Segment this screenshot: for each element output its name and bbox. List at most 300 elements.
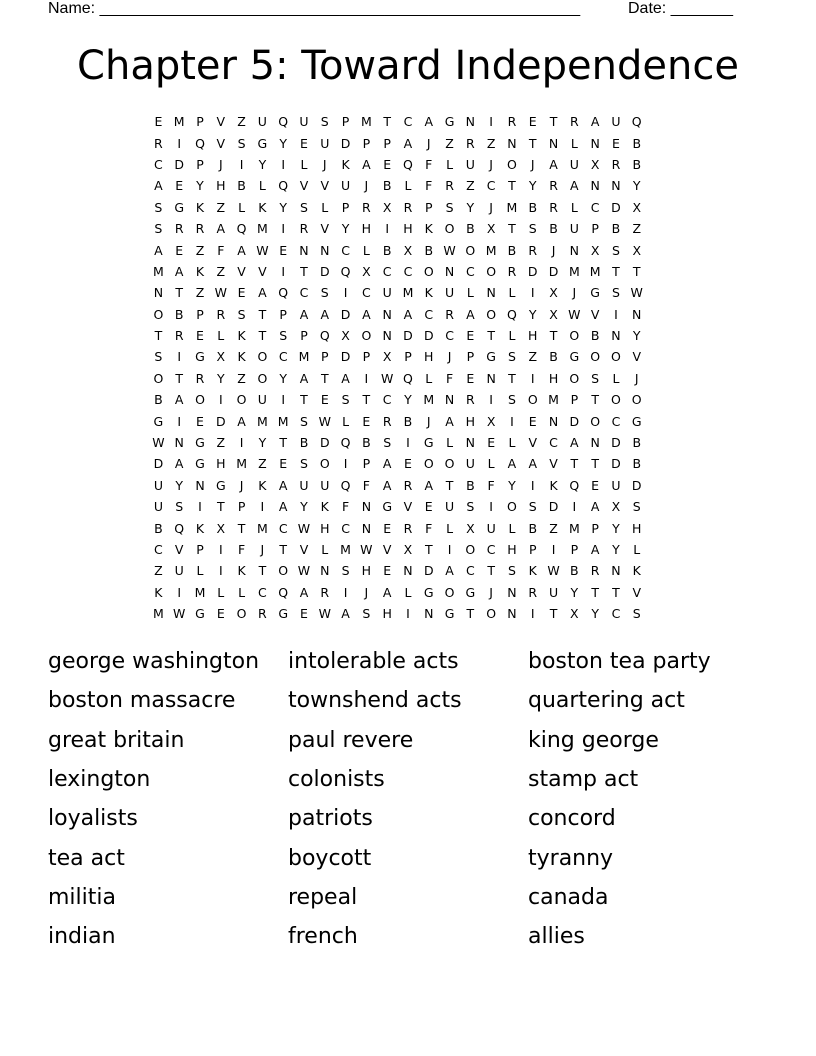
grid-letter: Z xyxy=(237,370,246,386)
grid-letter: E xyxy=(404,456,412,472)
grid-letter: I xyxy=(406,435,410,451)
grid-letter: Z xyxy=(466,178,475,194)
word-item: boycott xyxy=(288,845,372,871)
grid-letter: Z xyxy=(258,456,267,472)
grid-letter: Y xyxy=(570,584,579,600)
grid-letter: T xyxy=(487,563,495,579)
grid-letter: H xyxy=(382,606,392,622)
grid-letter: R xyxy=(466,392,475,408)
grid-letter: L xyxy=(570,199,578,215)
grid-letter: M xyxy=(360,114,372,130)
grid-letter: A xyxy=(154,242,163,258)
grid-letter: O xyxy=(527,392,538,408)
grid-letter: O xyxy=(507,499,517,515)
grid-letter: S xyxy=(632,499,641,515)
grid-letter: J xyxy=(447,349,452,365)
grid-letter: S xyxy=(507,392,516,408)
grid-letter: Z xyxy=(216,435,226,451)
grid-letter: N xyxy=(382,328,392,344)
date-field-label[interactable]: Date: _______ xyxy=(628,0,733,17)
grid-letter: M xyxy=(256,413,268,429)
grid-letter: C xyxy=(362,285,371,301)
grid-letter: F xyxy=(487,477,495,493)
grid-letter: Q xyxy=(569,477,580,493)
grid-letter: E xyxy=(175,242,184,258)
grid-letter: E xyxy=(216,606,225,622)
grid-letter: J xyxy=(218,156,223,172)
word-item: french xyxy=(288,924,358,950)
grid-row xyxy=(148,603,668,624)
grid-letter: T xyxy=(424,542,433,557)
grid-letter: S xyxy=(154,349,163,365)
grid-letter: N xyxy=(403,563,413,579)
grid-letter: Z xyxy=(154,563,163,579)
grid-letter: Q xyxy=(340,435,351,451)
grid-letter: R xyxy=(258,606,267,622)
grid-letter: X xyxy=(486,221,496,237)
grid-letter: Q xyxy=(195,135,205,151)
grid-letter: G xyxy=(174,199,185,215)
grid-letter: B xyxy=(632,135,642,151)
grid-letter: W xyxy=(547,563,560,579)
word-item: indian xyxy=(48,924,116,950)
grid-letter: I xyxy=(239,156,244,172)
grid-letter: L xyxy=(508,520,516,536)
grid-letter: M xyxy=(298,349,310,365)
grid-letter: S xyxy=(611,285,620,301)
grid-letter: R xyxy=(174,221,184,237)
grid-letter: B xyxy=(382,242,392,258)
grid-letter: I xyxy=(177,413,182,429)
grid-letter: K xyxy=(424,285,433,301)
grid-letter: N xyxy=(611,563,621,579)
grid-letter: V xyxy=(237,263,246,279)
grid-letter: O xyxy=(611,392,621,408)
grid-letter: I xyxy=(260,499,265,515)
grid-letter: T xyxy=(632,263,641,279)
grid-letter: Q xyxy=(278,285,289,301)
grid-letter: N xyxy=(590,135,600,151)
grid-letter: L xyxy=(404,178,412,194)
grid-letter: V xyxy=(590,306,600,322)
grid-letter: X xyxy=(382,349,392,365)
grid-letter: C xyxy=(549,435,558,451)
grid-letter: E xyxy=(528,114,537,130)
grid-letter: I xyxy=(530,370,535,386)
grid-letter: G xyxy=(382,499,392,515)
grid-letter: J xyxy=(260,542,265,557)
grid-letter: K xyxy=(237,563,246,579)
grid-letter: R xyxy=(195,370,205,386)
grid-letter: U xyxy=(320,135,330,151)
grid-letter: X xyxy=(403,542,413,557)
grid-letter: N xyxy=(195,477,205,493)
grid-letter: H xyxy=(403,221,413,237)
grid-letter: W xyxy=(297,563,311,579)
grid-letter: D xyxy=(319,263,330,279)
grid-letter: I xyxy=(530,477,535,493)
grid-letter: T xyxy=(591,392,599,408)
word-item: townshend acts xyxy=(288,688,462,714)
grid-letter: B xyxy=(528,199,538,215)
grid-letter: Z xyxy=(528,349,538,365)
grid-letter: T xyxy=(487,328,495,344)
grid-letter: A xyxy=(299,370,309,386)
grid-letter: O xyxy=(444,456,455,472)
grid-letter: D xyxy=(631,477,642,493)
grid-letter: P xyxy=(237,499,246,515)
grid-letter: B xyxy=(549,221,558,237)
grid-letter: O xyxy=(486,606,497,622)
grid-letter: N xyxy=(590,435,600,451)
grid-letter: L xyxy=(217,328,225,344)
word-item: loyalists xyxy=(48,806,138,832)
grid-letter: V xyxy=(549,456,558,472)
grid-letter: K xyxy=(195,520,205,536)
grid-letter: R xyxy=(549,199,558,215)
grid-letter: V xyxy=(528,435,538,451)
letter-grid xyxy=(148,111,668,624)
grid-letter: D xyxy=(611,435,621,451)
grid-letter: O xyxy=(278,563,289,579)
grid-letter: A xyxy=(424,114,434,130)
grid-letter: H xyxy=(507,542,517,557)
grid-letter: J xyxy=(322,156,327,172)
grid-letter: X xyxy=(486,413,496,429)
grid-letter: L xyxy=(612,370,620,386)
grid-row xyxy=(148,218,668,239)
grid-letter: N xyxy=(611,328,621,344)
grid-letter: O xyxy=(486,263,497,279)
grid-letter: A xyxy=(466,306,475,322)
grid-letter: X xyxy=(590,242,600,258)
grid-letter: F xyxy=(445,370,454,386)
grid-letter: A xyxy=(382,584,392,600)
grid-letter: B xyxy=(382,178,392,194)
grid-letter: V xyxy=(382,542,392,557)
grid-letter: S xyxy=(154,199,163,215)
grid-letter: S xyxy=(445,199,454,215)
grid-letter: A xyxy=(320,306,330,322)
grid-letter: A xyxy=(237,413,246,429)
grid-letter: O xyxy=(423,456,434,472)
grid-letter: E xyxy=(383,520,392,536)
grid-letter: B xyxy=(611,221,621,237)
grid-letter: T xyxy=(466,606,475,622)
grid-letter: B xyxy=(632,435,642,451)
grid-letter: R xyxy=(216,306,226,322)
grid-letter: O xyxy=(486,306,497,322)
grid-letter: B xyxy=(528,520,538,536)
grid-letter: W xyxy=(152,435,165,451)
grid-letter: G xyxy=(569,349,580,365)
grid-letter: M xyxy=(256,221,268,237)
grid-letter: D xyxy=(611,199,621,215)
grid-letter: X xyxy=(216,349,226,365)
grid-letter: E xyxy=(279,456,288,472)
grid-letter: X xyxy=(216,520,226,536)
grid-letter: N xyxy=(632,306,642,322)
grid-letter: S xyxy=(175,499,184,515)
grid-row xyxy=(148,475,668,496)
grid-letter: I xyxy=(614,306,618,322)
grid-letter: H xyxy=(424,349,434,365)
grid-letter: N xyxy=(486,285,496,301)
grid-letter: X xyxy=(362,263,371,279)
grid-letter: E xyxy=(528,413,537,429)
grid-letter: Y xyxy=(258,435,267,451)
grid-letter: G xyxy=(257,135,268,151)
grid-letter: Z xyxy=(195,242,205,258)
grid-letter: G xyxy=(590,285,600,301)
grid-letter: Q xyxy=(278,114,289,130)
grid-letter: J xyxy=(239,477,244,493)
grid-letter: H xyxy=(361,563,372,579)
grid-letter: M xyxy=(568,263,580,279)
grid-letter: U xyxy=(465,156,475,172)
grid-letter: Y xyxy=(612,542,620,557)
grid-letter: L xyxy=(633,542,641,557)
grid-letter: K xyxy=(341,156,350,172)
grid-letter: D xyxy=(569,413,580,429)
grid-letter: I xyxy=(489,114,493,130)
grid-letter: H xyxy=(216,456,226,472)
grid-letter: C xyxy=(486,542,496,557)
grid-letter: C xyxy=(154,542,163,557)
grid-letter: R xyxy=(154,135,163,151)
grid-letter: A xyxy=(341,370,350,386)
grid-letter: O xyxy=(507,156,517,172)
grid-row xyxy=(148,132,668,153)
grid-letter: J xyxy=(530,156,535,172)
grid-letter: Y xyxy=(528,306,537,322)
word-list-row xyxy=(48,642,768,681)
grid-letter: X xyxy=(382,199,392,215)
grid-letter: Y xyxy=(466,199,475,215)
grid-letter: A xyxy=(570,435,579,451)
grid-letter: T xyxy=(612,263,620,279)
grid-letter: H xyxy=(465,413,476,429)
grid-letter: X xyxy=(341,328,350,344)
grid-letter: D xyxy=(423,328,434,344)
grid-letter: N xyxy=(153,285,164,301)
grid-letter: M xyxy=(236,456,247,472)
grid-letter: N xyxy=(320,242,330,258)
grid-letter: B xyxy=(466,477,475,493)
grid-letter: R xyxy=(528,584,538,600)
grid-row xyxy=(148,111,668,132)
grid-letter: P xyxy=(196,306,204,322)
grid-letter: T xyxy=(508,370,516,386)
grid-letter: X xyxy=(466,520,475,536)
grid-letter: Y xyxy=(258,156,267,172)
grid-letter: N xyxy=(444,263,455,279)
grid-letter: G xyxy=(195,456,205,472)
grid-letter: M xyxy=(423,392,435,408)
grid-letter: Q xyxy=(278,584,289,600)
grid-letter: T xyxy=(258,563,267,579)
grid-letter: G xyxy=(153,413,164,429)
grid-letter: V xyxy=(216,135,226,151)
grid-letter: D xyxy=(215,413,226,429)
grid-row xyxy=(148,282,668,303)
grid-letter: X xyxy=(590,156,600,172)
grid-letter: R xyxy=(445,178,454,194)
word-item: tea act xyxy=(48,845,125,871)
grid-letter: A xyxy=(590,499,600,515)
grid-letter: S xyxy=(591,370,600,386)
grid-letter: P xyxy=(362,135,371,151)
grid-letter: O xyxy=(444,221,455,237)
word-item: tyranny xyxy=(528,845,614,871)
grid-letter: F xyxy=(217,242,225,258)
grid-letter: S xyxy=(279,328,288,344)
grid-letter: P xyxy=(591,520,599,536)
grid-letter: E xyxy=(611,135,620,151)
grid-letter: G xyxy=(195,435,205,451)
grid-letter: Q xyxy=(236,221,247,237)
grid-letter: J xyxy=(551,242,556,258)
name-field-label[interactable]: Name: ______________________________________________________ xyxy=(48,0,581,17)
grid-letter: U xyxy=(320,477,330,493)
grid-letter: U xyxy=(382,285,392,301)
grid-letter: L xyxy=(570,135,578,151)
grid-letter: A xyxy=(528,456,538,472)
grid-letter: M xyxy=(340,542,351,557)
grid-letter: T xyxy=(175,370,184,386)
grid-letter: U xyxy=(569,221,579,237)
grid-letter: L xyxy=(466,285,474,301)
grid-letter: Z xyxy=(445,135,454,151)
grid-letter: C xyxy=(403,114,413,130)
grid-letter: U xyxy=(444,499,455,515)
grid-letter: S xyxy=(300,413,308,429)
grid-letter: L xyxy=(196,563,204,579)
grid-letter: R xyxy=(195,221,205,237)
grid-letter: C xyxy=(299,285,309,301)
grid-letter: U xyxy=(299,114,309,130)
grid-letter: K xyxy=(258,477,267,493)
grid-letter: O xyxy=(590,349,601,365)
grid-letter: T xyxy=(258,306,267,322)
grid-letter: E xyxy=(300,135,308,151)
grid-letter: K xyxy=(549,477,558,493)
grid-letter: P xyxy=(383,135,391,151)
grid-letter: J xyxy=(489,199,493,215)
grid-letter: W xyxy=(256,242,269,258)
grid-letter: P xyxy=(196,114,204,130)
grid-letter: T xyxy=(154,328,163,344)
grid-letter: O xyxy=(423,263,434,279)
grid-letter: B xyxy=(570,563,579,579)
grid-letter: U xyxy=(611,114,621,130)
grid-letter: P xyxy=(424,199,433,215)
grid-letter: V xyxy=(632,349,641,365)
word-item: george washington xyxy=(48,649,260,675)
grid-letter: X xyxy=(632,242,642,258)
grid-letter: N xyxy=(424,606,434,622)
grid-letter: W xyxy=(568,306,581,322)
grid-letter: K xyxy=(195,199,205,215)
grid-letter: L xyxy=(446,435,454,451)
grid-letter: O xyxy=(444,584,455,600)
grid-letter: C xyxy=(278,520,288,536)
grid-letter: Q xyxy=(340,477,351,493)
grid-letter: I xyxy=(551,542,556,557)
word-item: militia xyxy=(48,884,116,910)
grid-letter: A xyxy=(445,413,454,429)
grid-letter: O xyxy=(465,242,476,258)
grid-letter: Z xyxy=(216,263,226,279)
grid-letter: R xyxy=(320,584,330,600)
grid-letter: T xyxy=(591,584,599,600)
grid-letter: A xyxy=(154,178,163,194)
grid-letter: M xyxy=(194,584,206,600)
grid-letter: C xyxy=(465,563,475,579)
grid-letter: R xyxy=(362,199,371,215)
grid-letter: G xyxy=(465,584,476,600)
grid-letter: U xyxy=(611,477,621,493)
grid-letter: B xyxy=(237,178,246,194)
grid-letter: K xyxy=(237,349,246,365)
grid-letter: M xyxy=(173,114,185,130)
grid-letter: F xyxy=(425,178,433,194)
grid-letter: R xyxy=(611,156,621,172)
grid-letter: E xyxy=(175,178,184,194)
grid-letter: Y xyxy=(279,135,287,151)
grid-letter: Z xyxy=(195,285,205,301)
grid-letter: I xyxy=(510,413,514,429)
grid-letter: N xyxy=(548,413,559,429)
grid-row xyxy=(148,304,668,325)
grid-letter: Y xyxy=(300,499,308,515)
grid-letter: J xyxy=(489,584,493,600)
grid-row xyxy=(148,432,668,453)
grid-letter: U xyxy=(174,563,184,579)
grid-row xyxy=(148,453,668,474)
grid-letter: J xyxy=(572,285,577,301)
grid-letter: A xyxy=(216,221,226,237)
grid-letter: Z xyxy=(237,114,246,130)
grid-letter: R xyxy=(445,306,454,322)
grid-letter: C xyxy=(341,242,350,258)
grid-letter: N xyxy=(361,499,372,515)
grid-letter: N xyxy=(444,392,455,408)
grid-letter: R xyxy=(569,114,579,130)
grid-letter: L xyxy=(258,178,266,194)
grid-letter: A xyxy=(174,392,184,408)
grid-letter: C xyxy=(486,178,496,194)
grid-letter: A xyxy=(174,263,184,279)
grid-letter: B xyxy=(174,306,184,322)
grid-letter: Q xyxy=(278,178,289,194)
grid-letter: T xyxy=(216,499,225,515)
grid-letter: W xyxy=(443,242,456,258)
grid-letter: P xyxy=(300,328,308,344)
grid-letter: M xyxy=(589,263,601,279)
grid-letter: X xyxy=(570,606,579,622)
grid-letter: O xyxy=(153,306,164,322)
grid-letter: K xyxy=(195,263,205,279)
grid-letter: O xyxy=(361,328,372,344)
grid-letter: X xyxy=(549,306,558,322)
grid-letter: E xyxy=(196,413,204,429)
grid-letter: V xyxy=(299,178,309,194)
grid-letter: T xyxy=(175,285,184,301)
grid-letter: W xyxy=(380,370,394,386)
grid-letter: R xyxy=(403,477,413,493)
grid-letter: X xyxy=(632,199,642,215)
